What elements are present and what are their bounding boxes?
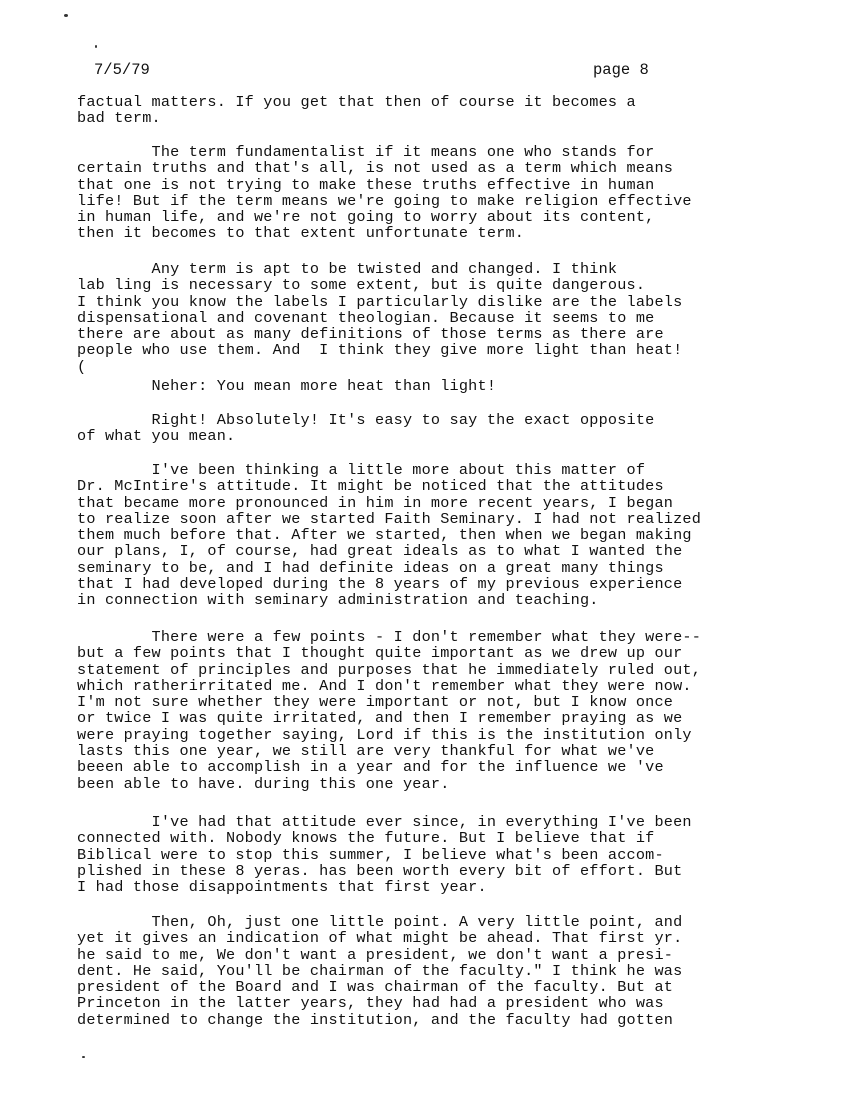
text-line: Any term is apt to be twisted and changed. I think <box>77 260 618 278</box>
paragraph <box>77 94 636 127</box>
text-line: them much before that. After we started, then when we began making <box>77 526 692 545</box>
text-line: he said to me, We don't want a president, we don't want a presi- <box>77 945 674 964</box>
text-line: yet it gives an indication of what might be ahead. That first yr. <box>77 929 683 948</box>
text-line: or twice I was quite irritated, and then I remember praying as we <box>77 709 683 728</box>
text-line: that became more pronounced in him in more recent years, I began <box>77 493 674 512</box>
text-line: statement of principles and purposes that he immediately ruled out, <box>77 660 702 679</box>
text-line: to realize soon after we started Faith Seminary. I had not realized <box>77 509 702 528</box>
text-line: of what you mean. <box>77 427 236 446</box>
text-line: were praying together saying, Lord if this is the institution only <box>77 725 692 744</box>
text-line: life! But if the term means we're going to make religion effective <box>77 191 692 210</box>
text-line: I'm not sure whether they were important or not, but I know once <box>77 693 674 712</box>
ink-speck <box>82 1056 85 1058</box>
text-line: been able to have. during this one year. <box>77 774 450 793</box>
text-line: The term fundamentalist if it means one who stands for <box>77 143 655 161</box>
text-line: I've been thinking a little more about this matter of <box>77 461 646 479</box>
text-line: but a few points that I thought quite important as we drew up our <box>77 644 683 663</box>
text-line: There were a few points - I don't remember what they were-- <box>77 628 702 646</box>
text-line: Biblical were to stop this summer, I believe what's been accom- <box>77 845 664 864</box>
text-line: that I had developed during the 8 years of my previous experience <box>77 575 683 594</box>
text-line: ( <box>77 357 87 376</box>
paragraph <box>77 144 692 242</box>
text-line: I had those disappointments that first year. <box>77 878 487 897</box>
text-line: I think you know the labels I particularly dislike are the labels <box>77 292 683 311</box>
text-line: in human life, and we're not going to worry about its content, <box>77 208 655 227</box>
text-line: Right! Absolutely! It's easy to say the exact opposite <box>77 411 655 429</box>
paragraph <box>77 378 496 394</box>
text-line: Dr. McIntire's attitude. It might be noticed that the attitudes <box>77 477 664 496</box>
text-line: that one is not trying to make these truths effective in human <box>77 175 655 194</box>
paragraph <box>77 462 701 609</box>
text-line: factual matters. If you get that then of course it becomes a <box>77 93 636 111</box>
ink-speck <box>64 14 68 17</box>
text-line: lab ling is necessary to some extent, but is quite dangerous. <box>77 276 646 295</box>
ink-speck <box>95 45 97 48</box>
paragraph <box>77 914 682 1028</box>
text-line: our plans, I, of course, had great ideals as to what I wanted the <box>77 542 683 561</box>
paragraph <box>77 261 682 375</box>
paragraph <box>77 412 654 445</box>
text-line: seminary to be, and I had definite ideas on a great many things <box>77 558 664 577</box>
header-date: 7/5/79 <box>94 61 150 79</box>
text-line: president of the Board and I was chairman of the faculty. But at <box>77 978 674 997</box>
text-line: certain truths and that's all, is not used as a term which means <box>77 159 674 178</box>
paragraph <box>77 814 692 895</box>
text-line: there are about as many definitions of those terms as there are <box>77 325 664 344</box>
text-line: dent. He said, You'll be chairman of the faculty." I think he was <box>77 961 683 980</box>
header-page-number: page 8 <box>593 61 649 79</box>
text-line: determined to change the institution, and the faculty had gotten <box>77 1010 674 1029</box>
text-line: bad term. <box>77 109 161 128</box>
text-line: which ratherirritated me. And I don't remember what they were now. <box>77 676 692 695</box>
text-line: connected with. Nobody knows the future. But I believe that if <box>77 829 655 848</box>
text-line: in connection with seminary administration and teaching. <box>77 591 599 610</box>
text-line: dispensational and covenant theologian. Because it seems to me <box>77 308 655 327</box>
text-line: plished in these 8 yeras. has been worth every bit of effort. But <box>77 861 683 880</box>
text-line: then it becomes to that extent unfortunate term. <box>77 224 525 243</box>
paragraph <box>77 629 701 792</box>
text-line: Princeton in the latter years, they had had a president who was <box>77 994 664 1013</box>
text-line: people who use them. And I think they give more light than heat! <box>77 341 683 360</box>
text-line: Neher: You mean more heat than light! <box>77 377 497 395</box>
text-line: I've had that attitude ever since, in everything I've been <box>77 813 692 831</box>
text-line: lasts this one year, we still are very thankful for what we've <box>77 742 655 761</box>
text-line: beeen able to accomplish in a year and for the influence we 've <box>77 758 664 777</box>
text-line: Then, Oh, just one little point. A very little point, and <box>77 913 683 931</box>
